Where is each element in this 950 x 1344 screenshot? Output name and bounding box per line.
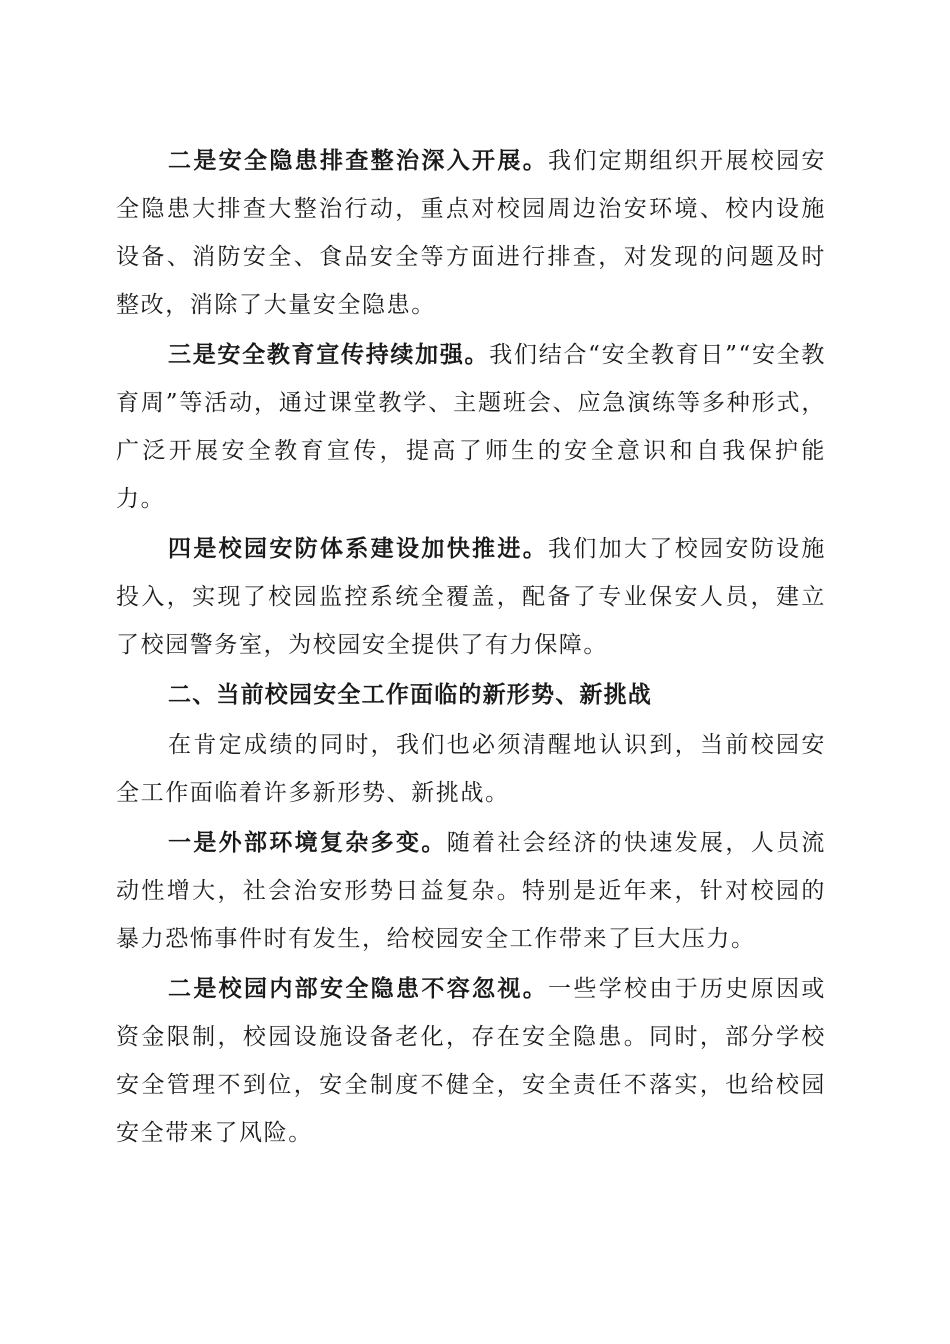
paragraph-external-environment — [116, 819, 826, 963]
paragraph-lead: 三是安全教育宣传持续加强。 — [168, 341, 490, 368]
paragraph-intro: 在肯定成绩的同时，我们也必须清醒地认识到，当前校园安全工作面临着许多新形势、新挑战。 — [116, 732, 826, 806]
section-heading: 二、当前校园安全工作面临的新形势、新挑战 — [168, 682, 652, 708]
paragraph-body: 我们结合“安全教育日”“安全教育周”等活动，通过课堂教学、主题班会、应急演练等多种形式，广泛开展安全教育宣传，提高了师生的安全意识和自我保护能力。 — [116, 342, 826, 512]
paragraph-body: 我们加大了校园安防设施投入，实现了校园监控系统全覆盖，配备了专业保安人员，建立了校园警务室，为校园安全提供了有力保障。 — [116, 536, 827, 658]
paragraph-lead: 二是安全隐患排查整治深入开展。 — [168, 147, 549, 174]
paragraph-lead: 二是校园内部安全隐患不容忽视。 — [168, 975, 549, 1002]
paragraph-security-system — [116, 525, 826, 669]
paragraph-lead: 一是外部环境复杂多变。 — [168, 829, 447, 856]
paragraph-internal-hazards — [116, 965, 826, 1157]
paragraph-body: 随着社会经济的快速发展，人员流动性增大，社会治安形势日益复杂。特别是近年来，针对校园的暴力恐怖事件时有发生，给校园安全工作带来了巨大压力。 — [116, 830, 827, 952]
document-page — [116, 137, 826, 1159]
paragraph-hazard-inspection — [116, 137, 826, 329]
paragraph-safety-education — [116, 331, 826, 523]
paragraph-body: 我们定期组织开展校园安全隐患大排查大整治行动，重点对校园周边治安环境、校内设施设备、消防安全、食品安全等方面进行排查，对发现的问题及时整改，消除了大量安全隐患。 — [116, 148, 827, 318]
paragraph-lead: 四是校园安防体系建设加快推进。 — [168, 535, 549, 562]
paragraph-body: 一些学校由于历史原因或资金限制，校园设施设备老化，存在安全隐患。同时，部分学校安全管理不到位，安全制度不健全，安全责任不落实，也给校园安全带来了风险。 — [116, 976, 827, 1146]
